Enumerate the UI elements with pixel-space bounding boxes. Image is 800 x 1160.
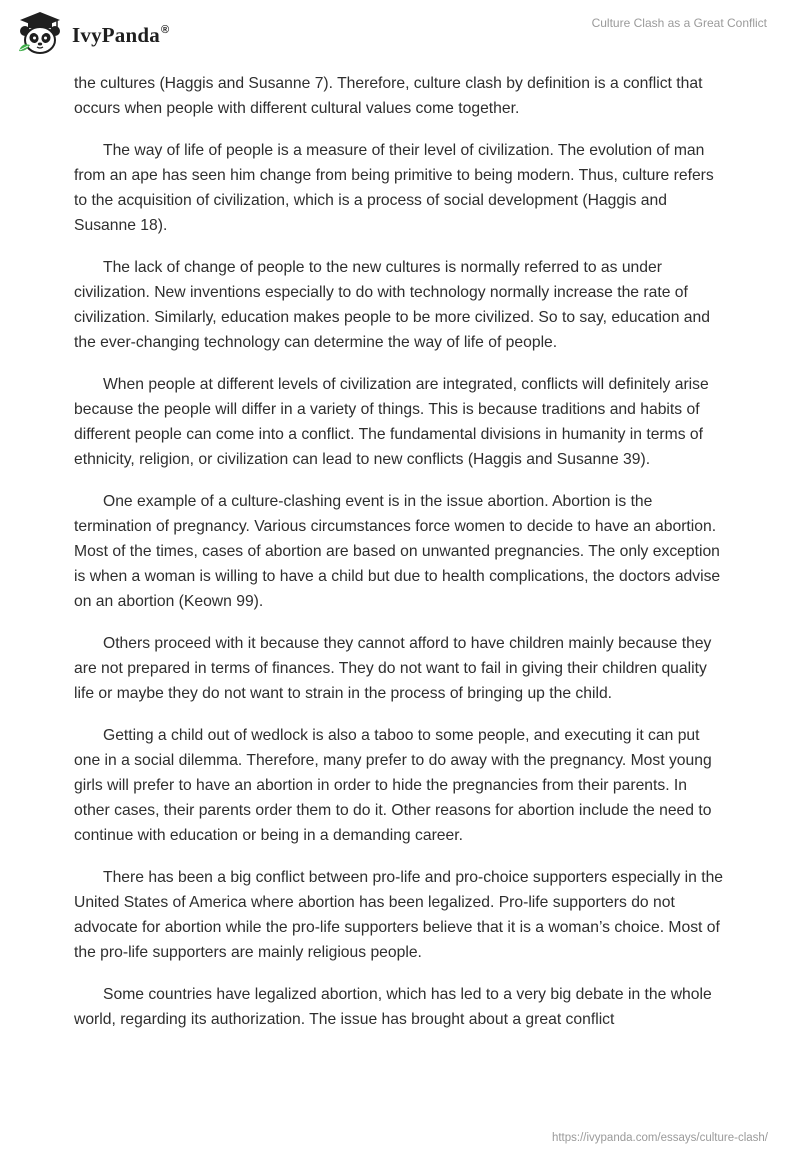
source-url-link[interactable]: https://ivypanda.com/essays/culture-clash/ <box>551 1132 768 1144</box>
ivypanda-logo[interactable] <box>16 8 169 58</box>
paragraph-9: Some countries have legalized abortion, which has led to a very big debate in the whole world, regarding its authorization. The issue has brought about a great conflict <box>74 986 712 1028</box>
paragraph-2: The way of life of people is a measure of their level of civilization. The evolution of man from an ape has seen him change from being primitive to being modern. Thus, culture refers to the acquisition of civilization, which is a process of social development (Haggis and Susanne 18). <box>74 142 714 234</box>
paragraph-1: the cultures (Haggis and Susanne 7). Therefore, culture clash by definition is a conflict that occurs when people with different cultural values come together. <box>74 75 703 117</box>
paragraph-6: Others proceed with it because they cannot afford to have children mainly because they are not prepared in terms of finances. They do not want to fail in giving their children quality life or maybe they do not want to strain in the process of bringing up the child. <box>74 635 712 702</box>
registered-mark: ® <box>160 23 170 36</box>
page-header <box>0 0 800 70</box>
paragraph-7: Getting a child out of wedlock is also a taboo to some people, and executing it can put one in a social dilemma. Therefore, many prefer to do away with the pregnancy. Most young girls will prefer to have an abortion in order to hide the pregnancies from their parents. In other cases, their parents order them to do it. Other reasons for abortion include the need to continue with education or being in a demanding career. <box>74 727 712 844</box>
paragraph-8: There has been a big conflict between pro-life and pro-choice supporters especially in the United States of America where abortion has been legalized. Pro-life supporters do not advocate for abortion while the pro-life supporters believe that it is a woman’s choice. Most of the pro-life supporters are mainly religious people. <box>74 869 724 961</box>
paragraph-4: When people at different levels of civilization are integrated, conflicts will definitely arise because the people will differ in a variety of things. This is because traditions and habits of different people can come into a conflict. The fundamental divisions in humanity in terms of ethnicity, religion, or civilization can lead to new conflicts (Haggis and Susanne 39). <box>74 376 709 468</box>
essay-body <box>74 71 724 1049</box>
document-title: Culture Clash as a Great Conflict <box>591 16 767 30</box>
paragraph-5: One example of a culture-clashing event is in the issue abortion. Abortion is the termination of pregnancy. Various circumstances force women to decide to have an abortion. Most of the times, cases of abortion are based on unwanted pregnancies. The only exception is when a woman is willing to have a child but due to health complications, the doctors advise on an abortion (Keown 99). <box>74 493 721 610</box>
logo-wordmark: IvyPanda® <box>72 22 170 47</box>
paragraph-3: The lack of change of people to the new cultures is normally referred to as under civilization. New inventions especially to do with technology normally increase the rate of civilization. Similarly, education makes people to be more civilized. So to say, education and the ever-changing technology can determine the way of life of people. <box>74 259 710 351</box>
panda-logo-icon <box>16 9 64 57</box>
